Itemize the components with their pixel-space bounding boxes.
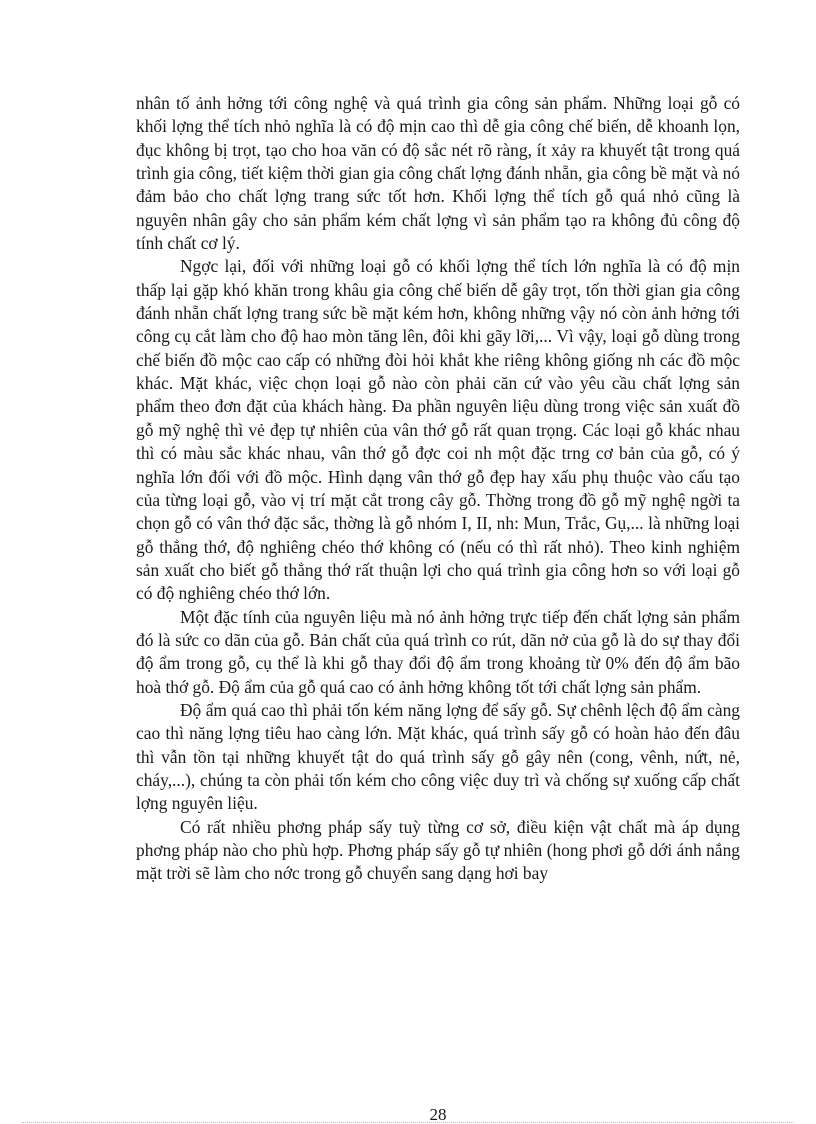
paragraph-2: Ngợc lại, đối với những loại gỗ có khối lợng thể tích lớn nghĩa là có độ mịn thấp lại gặp khó khăn trong khâu gia công chế biến dễ gây trọt, tốn thời gian gia công đánh nhẵn chất lợng trang sức bề mặt kém hơn, không những vậy nó còn ảnh hởng tới công cụ cắt làm cho độ hao mòn tăng lên, đôi khi gãy lỡi,... Vì vậy, loại gỗ dùng trong chế biến đồ mộc cao cấp có những đòi hỏi khắt khe riêng không giống nh các đồ mộc khác. Mặt khác, việc chọn loại gỗ nào còn phải căn cứ vào yêu cầu chất lợng sản phẩm theo đơn đặt của khách hàng. Đa phần nguyên liệu dùng trong việc sản xuất đồ gỗ mỹ nghệ thì vẻ đẹp tự nhiên của vân thớ gỗ rất quan trọng. Các loại gỗ khác nhau thì có màu sắc khác nhau, vân thớ gỗ đợc coi nh một đặc trng cơ bản của gỗ, có ý nghĩa lớn đối với đồ mộc. Hình dạng vân thớ gỗ đẹp hay xấu phụ thuộc vào cấu tạo của từng loại gỗ, vào vị trí mặt cắt trong cây gỗ. Thờng trong đồ gỗ mỹ nghệ ngời ta chọn gỗ có vân thớ đặc sắc, thờng là gỗ nhóm I, II, nh: Mun, Trắc, Gụ,... là những loại gỗ thẳng thớ, độ nghiêng chéo thớ không có (nếu có thì rất nhỏ). Theo kinh nghiệm sản xuất cho biết gỗ thẳng thớ rất thuận lợi cho quá trình gia công hơn so với loại gỗ có độ nghiêng chéo thớ lớn. <box>136 256 740 604</box>
body-text <box>136 92 740 886</box>
page-number: 28 <box>429 1105 447 1124</box>
paragraph-3: Một đặc tính của nguyên liệu mà nó ảnh hởng trực tiếp đến chất lợng sản phẩm đó là sức co dãn của gỗ. Bản chất của quá trình co rút, dãn nở của gỗ là do sự thay đổi độ ẩm trong gỗ, cụ thể là khi gỗ thay đổi độ ẩm trong khoảng từ 0% đến độ ẩm bão hoà thớ gỗ. Độ ẩm của gỗ quá cao có ảnh hởng không tốt tới chất lợng sản phẩm. <box>136 606 740 697</box>
paragraph-5: Có rất nhiều phơng pháp sấy tuỳ từng cơ sở, điều kiện vật chất mà áp dụng phơng pháp nào cho phù hợp. Phơng pháp sấy gỗ tự nhiên (hong phơi gỗ dới ánh nắng mặt trời sẽ làm cho nớc trong gỗ chuyển sang dạng hơi bay <box>136 816 740 884</box>
paragraph-4: Độ ẩm quá cao thì phải tốn kém năng lợng để sấy gỗ. Sự chênh lệch độ ẩm càng cao thì năng lợng tiêu hao càng lớn. Mặt khác, quá trình sấy gỗ có hoàn hảo đến đâu thì vẫn tồn tại những khuyết tật do quá trình sấy gỗ gây nên (cong, vênh, nứt, nẻ, cháy,...), chúng ta còn phải tốn kém cho công việc duy trì và chống sự xuống cấp chất lợng nguyên liệu. <box>136 699 740 814</box>
paragraph-1: nhân tố ảnh hởng tới công nghệ và quá trình gia công sản phẩm. Những loại gỗ có khối lợng thể tích nhỏ nghĩa là có độ mịn cao thì dễ gia công chế biến, dễ khoanh lọn, đục không bị trọt, tạo cho hoa văn có độ sắc nét rõ ràng, ít xảy ra khuyết tật trong quá trình gia công, tiết kiệm thời gian gia công chất lợng đánh nhẵn, gia công bề mặt và nó đảm bảo cho chất lợng trang sức tốt hơn. Khối lợng thể tích gỗ quá nhỏ cũng là nguyên nhân gây cho sản phẩm kém chất lợng vì sản phẩm tạo ra không đủ công độ tính chất cơ lý. <box>136 93 740 254</box>
